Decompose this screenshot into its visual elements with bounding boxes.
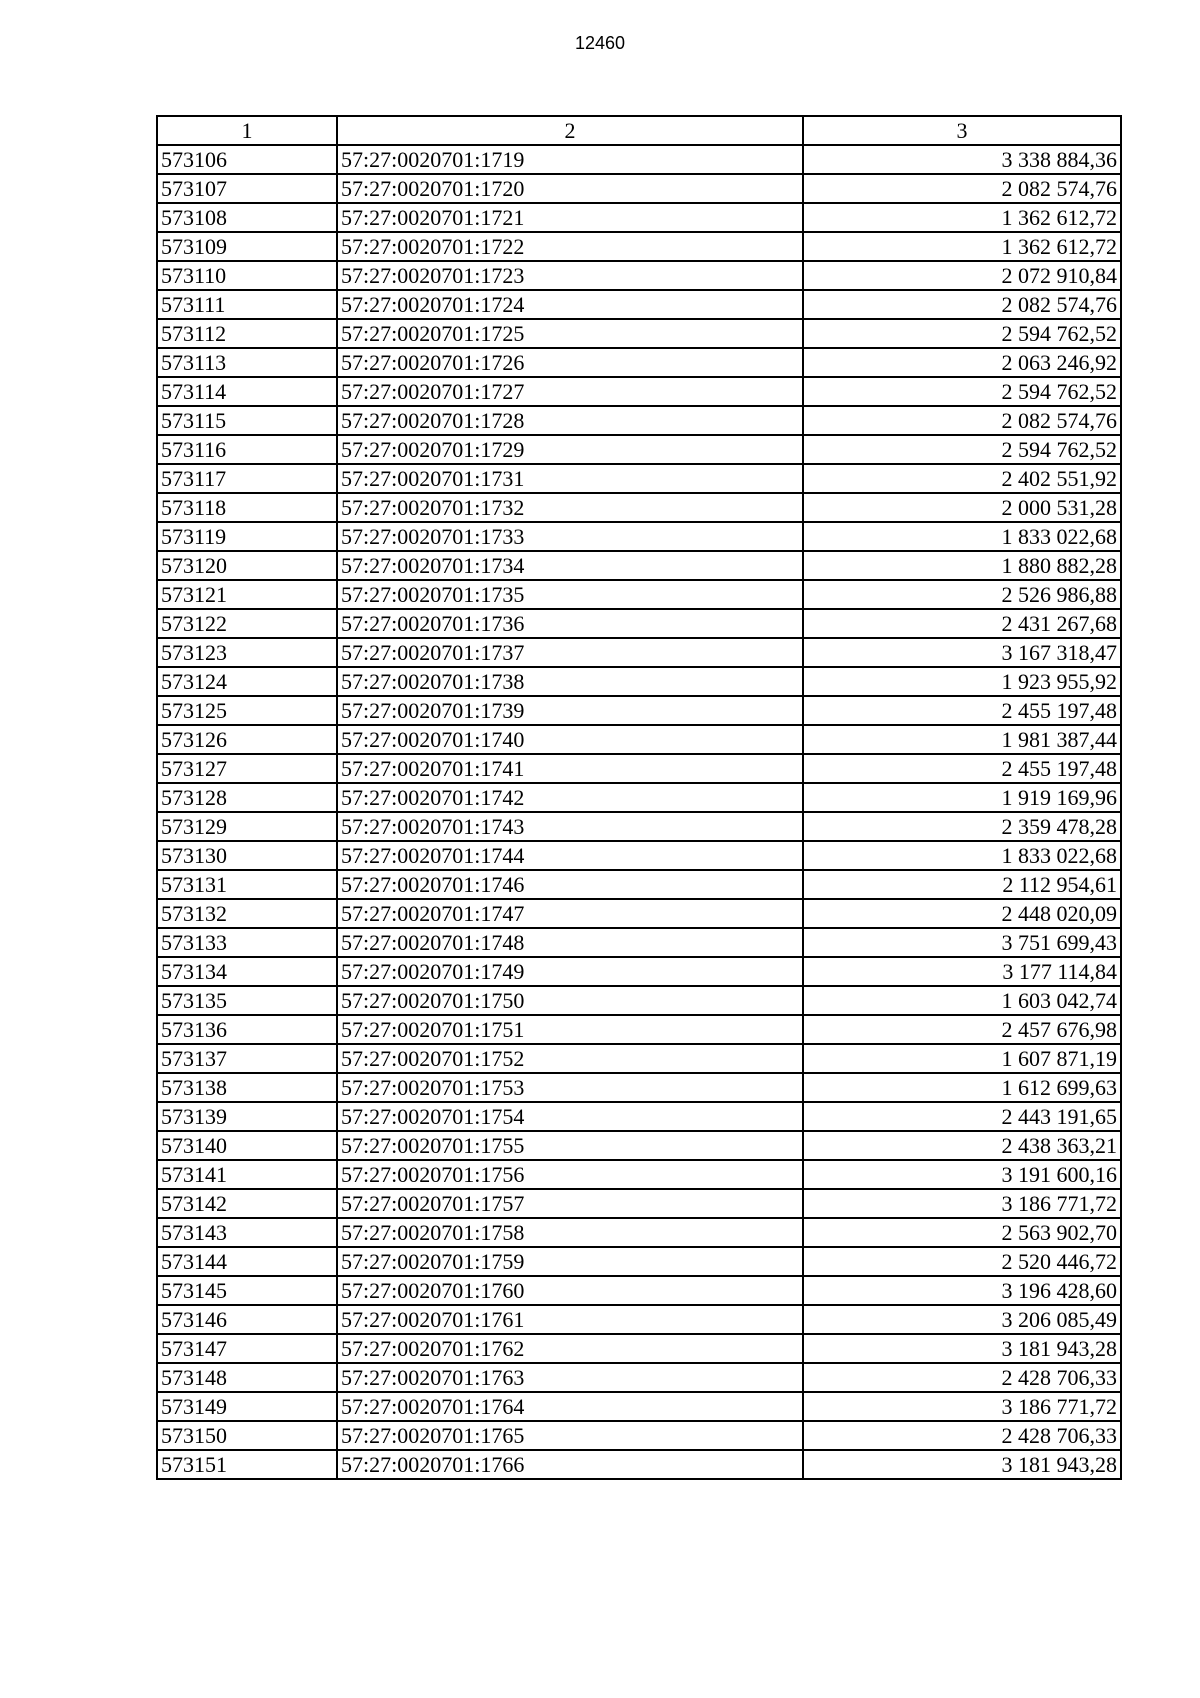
cadastral-number-cell: 57:27:0020701:1720 — [337, 174, 803, 203]
row-number-cell: 573113 — [157, 348, 337, 377]
row-number-cell: 573124 — [157, 667, 337, 696]
value-cell: 2 112 954,61 — [803, 870, 1121, 899]
table-row — [157, 1421, 1121, 1450]
cadastral-number-cell: 57:27:0020701:1758 — [337, 1218, 803, 1247]
row-number-cell: 573115 — [157, 406, 337, 435]
row-number-cell: 573133 — [157, 928, 337, 957]
cadastral-number-cell: 57:27:0020701:1721 — [337, 203, 803, 232]
value-cell: 1 919 169,96 — [803, 783, 1121, 812]
value-cell: 1 833 022,68 — [803, 841, 1121, 870]
table-row — [157, 1044, 1121, 1073]
row-number-cell: 573130 — [157, 841, 337, 870]
table-row — [157, 928, 1121, 957]
cadastral-number-cell: 57:27:0020701:1757 — [337, 1189, 803, 1218]
table-row — [157, 348, 1121, 377]
row-number-cell: 573132 — [157, 899, 337, 928]
table-row — [157, 1392, 1121, 1421]
value-cell: 1 833 022,68 — [803, 522, 1121, 551]
table-row — [157, 319, 1121, 348]
table-header-row — [157, 116, 1121, 145]
value-cell: 2 359 478,28 — [803, 812, 1121, 841]
row-number-cell: 573126 — [157, 725, 337, 754]
row-number-cell: 573127 — [157, 754, 337, 783]
table-row — [157, 377, 1121, 406]
row-number-cell: 573116 — [157, 435, 337, 464]
cadastral-number-cell: 57:27:0020701:1766 — [337, 1450, 803, 1479]
table-row — [157, 696, 1121, 725]
row-number-cell: 573122 — [157, 609, 337, 638]
row-number-cell: 573107 — [157, 174, 337, 203]
table-row — [157, 754, 1121, 783]
table-row — [157, 841, 1121, 870]
row-number-cell: 573144 — [157, 1247, 337, 1276]
value-cell: 3 196 428,60 — [803, 1276, 1121, 1305]
column-header-2: 2 — [337, 116, 803, 145]
table-row — [157, 1015, 1121, 1044]
value-cell: 2 428 706,33 — [803, 1421, 1121, 1450]
cadastral-number-cell: 57:27:0020701:1749 — [337, 957, 803, 986]
value-cell: 1 362 612,72 — [803, 232, 1121, 261]
value-cell: 2 526 986,88 — [803, 580, 1121, 609]
value-cell: 3 191 600,16 — [803, 1160, 1121, 1189]
value-cell: 2 082 574,76 — [803, 406, 1121, 435]
row-number-cell: 573128 — [157, 783, 337, 812]
table-row — [157, 812, 1121, 841]
table-row — [157, 290, 1121, 319]
cadastral-number-cell: 57:27:0020701:1727 — [337, 377, 803, 406]
cadastral-number-cell: 57:27:0020701:1722 — [337, 232, 803, 261]
cadastral-number-cell: 57:27:0020701:1756 — [337, 1160, 803, 1189]
cadastral-number-cell: 57:27:0020701:1764 — [337, 1392, 803, 1421]
value-cell: 2 063 246,92 — [803, 348, 1121, 377]
value-cell: 2 563 902,70 — [803, 1218, 1121, 1247]
value-cell: 2 457 676,98 — [803, 1015, 1121, 1044]
value-cell: 3 186 771,72 — [803, 1392, 1121, 1421]
row-number-cell: 573106 — [157, 145, 337, 174]
value-cell: 3 206 085,49 — [803, 1305, 1121, 1334]
table-row — [157, 1247, 1121, 1276]
value-cell: 2 428 706,33 — [803, 1363, 1121, 1392]
cadastral-number-cell: 57:27:0020701:1723 — [337, 261, 803, 290]
cadastral-number-cell: 57:27:0020701:1734 — [337, 551, 803, 580]
row-number-cell: 573140 — [157, 1131, 337, 1160]
cadastral-number-cell: 57:27:0020701:1736 — [337, 609, 803, 638]
cadastral-number-cell: 57:27:0020701:1728 — [337, 406, 803, 435]
row-number-cell: 573147 — [157, 1334, 337, 1363]
value-cell: 1 923 955,92 — [803, 667, 1121, 696]
cadastral-number-cell: 57:27:0020701:1719 — [337, 145, 803, 174]
value-cell: 3 177 114,84 — [803, 957, 1121, 986]
cadastral-number-cell: 57:27:0020701:1752 — [337, 1044, 803, 1073]
value-cell: 2 455 197,48 — [803, 754, 1121, 783]
row-number-cell: 573151 — [157, 1450, 337, 1479]
table-row — [157, 406, 1121, 435]
table-row — [157, 580, 1121, 609]
row-number-cell: 573110 — [157, 261, 337, 290]
value-cell: 1 603 042,74 — [803, 986, 1121, 1015]
cadastral-number-cell: 57:27:0020701:1760 — [337, 1276, 803, 1305]
row-number-cell: 573148 — [157, 1363, 337, 1392]
table-row — [157, 1073, 1121, 1102]
table-row — [157, 1189, 1121, 1218]
value-cell: 2 455 197,48 — [803, 696, 1121, 725]
row-number-cell: 573114 — [157, 377, 337, 406]
row-number-cell: 573112 — [157, 319, 337, 348]
table-row — [157, 986, 1121, 1015]
table-row — [157, 203, 1121, 232]
value-cell: 3 751 699,43 — [803, 928, 1121, 957]
row-number-cell: 573118 — [157, 493, 337, 522]
table-row — [157, 725, 1121, 754]
table-row — [157, 174, 1121, 203]
row-number-cell: 573137 — [157, 1044, 337, 1073]
value-cell: 3 181 943,28 — [803, 1334, 1121, 1363]
table-row — [157, 667, 1121, 696]
table-row — [157, 1305, 1121, 1334]
cadastral-number-cell: 57:27:0020701:1751 — [337, 1015, 803, 1044]
table-row — [157, 870, 1121, 899]
cadastral-value-table — [156, 115, 1122, 1480]
row-number-cell: 573143 — [157, 1218, 337, 1247]
table-row — [157, 638, 1121, 667]
cadastral-number-cell: 57:27:0020701:1746 — [337, 870, 803, 899]
value-cell: 2 402 551,92 — [803, 464, 1121, 493]
value-cell: 2 594 762,52 — [803, 435, 1121, 464]
value-cell: 2 594 762,52 — [803, 319, 1121, 348]
value-cell: 2 082 574,76 — [803, 290, 1121, 319]
cadastral-number-cell: 57:27:0020701:1742 — [337, 783, 803, 812]
row-number-cell: 573142 — [157, 1189, 337, 1218]
row-number-cell: 573134 — [157, 957, 337, 986]
cadastral-number-cell: 57:27:0020701:1748 — [337, 928, 803, 957]
table-row — [157, 899, 1121, 928]
value-cell: 2 000 531,28 — [803, 493, 1121, 522]
value-cell: 1 880 882,28 — [803, 551, 1121, 580]
row-number-cell: 573117 — [157, 464, 337, 493]
table-row — [157, 1450, 1121, 1479]
page-number: 12460 — [574, 33, 626, 53]
cadastral-number-cell: 57:27:0020701:1732 — [337, 493, 803, 522]
row-number-cell: 573141 — [157, 1160, 337, 1189]
cadastral-number-cell: 57:27:0020701:1754 — [337, 1102, 803, 1131]
value-cell: 2 443 191,65 — [803, 1102, 1121, 1131]
table-row — [157, 783, 1121, 812]
row-number-cell: 573120 — [157, 551, 337, 580]
cadastral-number-cell: 57:27:0020701:1741 — [337, 754, 803, 783]
table-header — [157, 116, 1121, 145]
value-cell: 2 594 762,52 — [803, 377, 1121, 406]
value-cell: 2 072 910,84 — [803, 261, 1121, 290]
cadastral-number-cell: 57:27:0020701:1726 — [337, 348, 803, 377]
row-number-cell: 573136 — [157, 1015, 337, 1044]
row-number-cell: 573139 — [157, 1102, 337, 1131]
cadastral-number-cell: 57:27:0020701:1761 — [337, 1305, 803, 1334]
row-number-cell: 573121 — [157, 580, 337, 609]
cadastral-number-cell: 57:27:0020701:1763 — [337, 1363, 803, 1392]
cadastral-number-cell: 57:27:0020701:1729 — [337, 435, 803, 464]
table-row — [157, 1160, 1121, 1189]
table-row — [157, 464, 1121, 493]
cadastral-number-cell: 57:27:0020701:1739 — [337, 696, 803, 725]
value-cell: 2 520 446,72 — [803, 1247, 1121, 1276]
row-number-cell: 573109 — [157, 232, 337, 261]
value-cell: 3 338 884,36 — [803, 145, 1121, 174]
table-row — [157, 232, 1121, 261]
value-cell: 1 612 699,63 — [803, 1073, 1121, 1102]
value-cell: 2 082 574,76 — [803, 174, 1121, 203]
table-row — [157, 1102, 1121, 1131]
value-cell: 3 186 771,72 — [803, 1189, 1121, 1218]
table-row — [157, 1363, 1121, 1392]
value-cell: 2 438 363,21 — [803, 1131, 1121, 1160]
table-row — [157, 957, 1121, 986]
cadastral-number-cell: 57:27:0020701:1738 — [337, 667, 803, 696]
value-cell: 1 362 612,72 — [803, 203, 1121, 232]
table-body — [157, 145, 1121, 1479]
cadastral-number-cell: 57:27:0020701:1733 — [337, 522, 803, 551]
column-header-3: 3 — [803, 116, 1121, 145]
value-cell: 1 607 871,19 — [803, 1044, 1121, 1073]
cadastral-number-cell: 57:27:0020701:1737 — [337, 638, 803, 667]
row-number-cell: 573149 — [157, 1392, 337, 1421]
table-row — [157, 493, 1121, 522]
cadastral-number-cell: 57:27:0020701:1743 — [337, 812, 803, 841]
value-cell: 2 431 267,68 — [803, 609, 1121, 638]
table-row — [157, 261, 1121, 290]
cadastral-number-cell: 57:27:0020701:1731 — [337, 464, 803, 493]
cadastral-number-cell: 57:27:0020701:1744 — [337, 841, 803, 870]
table-row — [157, 1218, 1121, 1247]
row-number-cell: 573145 — [157, 1276, 337, 1305]
table-row — [157, 1131, 1121, 1160]
table-row — [157, 145, 1121, 174]
cadastral-number-cell: 57:27:0020701:1765 — [337, 1421, 803, 1450]
cadastral-number-cell: 57:27:0020701:1724 — [337, 290, 803, 319]
row-number-cell: 573129 — [157, 812, 337, 841]
cadastral-number-cell: 57:27:0020701:1750 — [337, 986, 803, 1015]
row-number-cell: 573125 — [157, 696, 337, 725]
row-number-cell: 573150 — [157, 1421, 337, 1450]
cadastral-number-cell: 57:27:0020701:1735 — [337, 580, 803, 609]
cadastral-number-cell: 57:27:0020701:1755 — [337, 1131, 803, 1160]
table-row — [157, 522, 1121, 551]
value-cell: 2 448 020,09 — [803, 899, 1121, 928]
value-cell: 1 981 387,44 — [803, 725, 1121, 754]
cadastral-number-cell: 57:27:0020701:1762 — [337, 1334, 803, 1363]
column-header-1: 1 — [157, 116, 337, 145]
row-number-cell: 573108 — [157, 203, 337, 232]
row-number-cell: 573131 — [157, 870, 337, 899]
value-cell: 3 181 943,28 — [803, 1450, 1121, 1479]
row-number-cell: 573119 — [157, 522, 337, 551]
cadastral-number-cell: 57:27:0020701:1725 — [337, 319, 803, 348]
row-number-cell: 573123 — [157, 638, 337, 667]
cadastral-number-cell: 57:27:0020701:1747 — [337, 899, 803, 928]
table-row — [157, 609, 1121, 638]
table-row — [157, 1276, 1121, 1305]
table-row — [157, 1334, 1121, 1363]
cadastral-number-cell: 57:27:0020701:1753 — [337, 1073, 803, 1102]
cadastral-number-cell: 57:27:0020701:1740 — [337, 725, 803, 754]
value-cell: 3 167 318,47 — [803, 638, 1121, 667]
table-row — [157, 551, 1121, 580]
row-number-cell: 573146 — [157, 1305, 337, 1334]
row-number-cell: 573138 — [157, 1073, 337, 1102]
row-number-cell: 573135 — [157, 986, 337, 1015]
row-number-cell: 573111 — [157, 290, 337, 319]
table-row — [157, 435, 1121, 464]
cadastral-number-cell: 57:27:0020701:1759 — [337, 1247, 803, 1276]
